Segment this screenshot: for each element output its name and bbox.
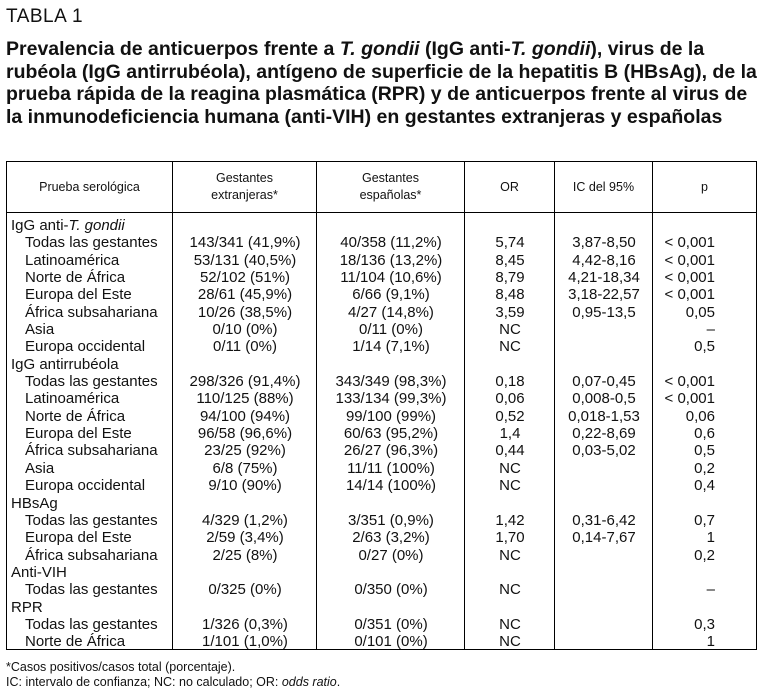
cell-c0: Latinoamérica xyxy=(25,390,120,408)
cell-c5: – xyxy=(706,321,715,339)
cell-c0: Europa del Este xyxy=(25,425,132,443)
table-row xyxy=(7,425,756,442)
cell-c3: 0,06 xyxy=(495,390,525,408)
cell-c2: 2/63 (3,2%) xyxy=(352,529,430,547)
cell-c4: 0,22-8,69 xyxy=(572,425,636,443)
cell-c1: 9/10 (90%) xyxy=(208,477,282,495)
cell-c5: < 0,001 xyxy=(664,269,715,287)
table-row xyxy=(7,477,756,494)
cell-c0: Norte de África xyxy=(25,407,126,425)
cell-c2: 99/100 (99%) xyxy=(345,407,437,425)
cell-c1: 23/25 (92%) xyxy=(204,442,286,460)
table-row xyxy=(7,633,756,650)
cell-c0: Todas las gestantes xyxy=(25,511,158,529)
cell-c3: NC xyxy=(499,321,521,339)
table-group-row xyxy=(7,564,756,581)
cell-c5: – xyxy=(706,581,715,599)
cell-c2: 0/350 (0%) xyxy=(354,581,428,599)
title-italic-1: T. gondii xyxy=(339,38,420,60)
table-group-row xyxy=(7,217,756,234)
cell-c0: Norte de África xyxy=(25,633,126,651)
table-row xyxy=(7,269,756,286)
cell-c3: 8,45 xyxy=(495,251,525,269)
cell-c5: 0,5 xyxy=(694,338,715,356)
cell-c5: 0,7 xyxy=(694,511,715,529)
cell-c2: 0/101 (0%) xyxy=(354,633,428,651)
cell-c4: 0,31-6,42 xyxy=(572,511,636,529)
cell-c2: 11/104 (10,6%) xyxy=(340,269,442,287)
cell-c5: < 0,001 xyxy=(664,390,715,408)
table-row xyxy=(7,286,756,303)
table-title xyxy=(6,38,758,128)
cell-c2: 18/136 (13,2%) xyxy=(339,251,443,269)
cell-c0: Todas las gestantes xyxy=(25,373,158,391)
cell-c3: 8,79 xyxy=(495,269,525,287)
cell-c1: 0/325 (0%) xyxy=(208,581,282,599)
cell-c1: 2/59 (3,4%) xyxy=(206,529,284,547)
table-row xyxy=(7,512,756,529)
cell-c5: 1 xyxy=(706,529,715,547)
cell-c0: Europa del Este xyxy=(25,286,132,304)
cell-c3: 3,59 xyxy=(495,303,525,321)
cell-c3: 1,4 xyxy=(499,425,521,443)
cell-c3: 0,44 xyxy=(495,442,525,460)
table-row xyxy=(7,234,756,251)
table-group-row xyxy=(7,356,756,373)
cell-c2: 4/27 (14,8%) xyxy=(348,303,434,321)
cell-c1: 143/341 (41,9%) xyxy=(189,234,301,252)
cell-c5: < 0,001 xyxy=(664,373,715,391)
cell-c3: NC xyxy=(499,338,521,356)
cell-c4: 3,87-8,50 xyxy=(572,234,636,252)
header-or: OR xyxy=(500,179,519,194)
table-row xyxy=(7,547,756,564)
cell-c4: 3,18-22,57 xyxy=(568,286,640,304)
cell-c4: 0,03-5,02 xyxy=(572,442,636,460)
header-test: Prueba serológica xyxy=(39,179,140,194)
cell-c5: 0,06 xyxy=(685,407,715,425)
cell-c0: HBsAg xyxy=(11,494,58,512)
cell-c2: 3/351 (0,9%) xyxy=(348,511,434,529)
table-row xyxy=(7,442,756,459)
cell-c1: 110/125 (88%) xyxy=(196,390,294,408)
table-body xyxy=(7,217,756,651)
cell-c5: 0,2 xyxy=(694,546,715,564)
cell-c5: 0,4 xyxy=(694,477,715,495)
cell-c0: Europa del Este xyxy=(25,529,132,547)
cell-c2: 0/11 (0%) xyxy=(359,321,423,339)
cell-c3: NC xyxy=(499,633,521,651)
cell-c3: 0,18 xyxy=(495,373,525,391)
title-italic-2: T. gondii xyxy=(510,38,591,60)
cell-c2: 133/134 (99,3%) xyxy=(335,390,447,408)
cell-c0: Todas las gestantes xyxy=(25,581,158,599)
cell-c5: 0,5 xyxy=(694,442,715,460)
cell-c1: 1/326 (0,3%) xyxy=(202,615,288,633)
table-row xyxy=(7,581,756,598)
cell-c0: Asia xyxy=(25,459,55,477)
cell-c4: 4,42-8,16 xyxy=(572,251,636,269)
cell-c0: Todas las gestantes xyxy=(25,615,158,633)
title-text-2: (IgG anti- xyxy=(419,38,511,60)
cell-c1: 6/8 (75%) xyxy=(212,459,278,477)
table-header xyxy=(7,162,756,213)
header-p: p xyxy=(701,179,708,194)
cell-c1: 96/58 (96,6%) xyxy=(197,425,293,443)
cell-c0: Europa occidental xyxy=(25,338,146,356)
title-text-1: Prevalencia de anticuerpos frente a xyxy=(6,38,340,60)
cell-c3: 8,48 xyxy=(495,286,525,304)
cell-c3: NC xyxy=(499,581,521,599)
cell-c3: NC xyxy=(499,615,521,633)
cell-c5: < 0,001 xyxy=(664,251,715,269)
cell-c0: África subsahariana xyxy=(25,546,158,564)
table-row xyxy=(7,252,756,269)
cell-c1: 0/10 (0%) xyxy=(212,321,278,339)
cell-c1: 4/329 (1,2%) xyxy=(202,511,288,529)
footnote-1: *Casos positivos/casos total (porcentaje). xyxy=(6,660,236,674)
cell-c1: 52/102 (51%) xyxy=(199,269,291,287)
header-ci: IC del 95% xyxy=(572,179,635,194)
cell-c0: Todas las gestantes xyxy=(25,234,158,252)
table-label: TABLA 1 xyxy=(6,6,84,27)
table-group-row xyxy=(7,495,756,512)
cell-c1: 94/100 (94%) xyxy=(199,407,291,425)
table-row xyxy=(7,390,756,407)
cell-c4: 4,21-18,34 xyxy=(568,269,640,287)
table-row xyxy=(7,616,756,633)
cell-c4: 0,018-1,53 xyxy=(568,407,640,425)
cell-c0: RPR xyxy=(11,598,43,616)
cell-c1: 28/61 (45,9%) xyxy=(197,286,293,304)
table-row xyxy=(7,460,756,477)
cell-c5: 0,6 xyxy=(694,425,715,443)
title-text-3: ), virus de la rubéola (IgG antirrubéola), antígeno de superficie de la hepatitis B (HBsAg), de la prueba rápida de la reagina plasmática (RPR) y de anticuerpos frente al virus de la inmunodeficiencia humana (anti-VIH) en gestantes extranjeras y españolas xyxy=(6,38,757,128)
cell-c0: África subsahariana xyxy=(25,442,158,460)
cell-c2: 1/14 (7,1%) xyxy=(352,338,430,356)
cell-c1: 1/101 (1,0%) xyxy=(202,633,288,651)
cell-c0: África subsahariana xyxy=(25,303,158,321)
table-row xyxy=(7,338,756,355)
cell-c0: IgG anti-T. gondii xyxy=(11,217,125,234)
cell-c2: 26/27 (96,3%) xyxy=(343,442,439,460)
cell-c5: 0,2 xyxy=(694,459,715,477)
cell-c3: NC xyxy=(499,459,521,477)
cell-c1: 298/326 (91,4%) xyxy=(189,373,301,391)
cell-c4: 0,008-0,5 xyxy=(572,390,636,408)
cell-c0: Anti-VIH xyxy=(11,563,67,581)
cell-c3: 5,74 xyxy=(495,234,525,252)
cell-c2: 0/351 (0%) xyxy=(354,615,428,633)
cell-c0: IgG antirrubéola xyxy=(11,355,119,373)
data-table xyxy=(6,161,757,650)
cell-c4: 0,14-7,67 xyxy=(572,529,636,547)
cell-c5: < 0,001 xyxy=(664,286,715,304)
cell-c5: 0,05 xyxy=(685,303,715,321)
cell-c1: 10/26 (38,5%) xyxy=(197,303,293,321)
cell-c3: 1,70 xyxy=(495,529,525,547)
cell-c3: 0,52 xyxy=(495,407,525,425)
table-row xyxy=(7,408,756,425)
cell-c2: 40/358 (11,2%) xyxy=(340,234,442,252)
cell-c0: Latinoamérica xyxy=(25,251,120,269)
cell-c3: NC xyxy=(499,546,521,564)
cell-c2: 343/349 (98,3%) xyxy=(335,373,447,391)
cell-c5: 0,3 xyxy=(694,615,715,633)
cell-c2: 0/27 (0%) xyxy=(358,546,424,564)
cell-c4: 0,95-13,5 xyxy=(572,303,636,321)
cell-c1: 2/25 (8%) xyxy=(212,546,278,564)
cell-c4: 0,07-0,45 xyxy=(572,373,636,391)
cell-c0: Asia xyxy=(25,321,55,339)
cell-c1: 53/131 (40,5%) xyxy=(193,251,297,269)
table-row xyxy=(7,321,756,338)
table-row xyxy=(7,529,756,546)
header-spanish: Gestantes españolas* xyxy=(359,171,422,202)
cell-c2: 11/11 (100%) xyxy=(347,459,435,477)
table-row xyxy=(7,373,756,390)
cell-c3: NC xyxy=(499,477,521,495)
cell-c1: 0/11 (0%) xyxy=(213,338,277,356)
cell-c0: Europa occidental xyxy=(25,477,146,495)
cell-c2: 14/14 (100%) xyxy=(345,477,437,495)
cell-c5: 1 xyxy=(706,633,715,651)
cell-c2: 6/66 (9,1%) xyxy=(352,286,430,304)
footnote-2: IC: intervalo de confianza; NC: no calculado; OR: odds ratio. xyxy=(6,675,341,689)
table-group-row xyxy=(7,599,756,616)
table-row xyxy=(7,304,756,321)
cell-c3: 1,42 xyxy=(495,511,525,529)
header-foreign: Gestantes extranjeras* xyxy=(211,171,278,202)
cell-c0: Norte de África xyxy=(25,269,126,287)
cell-c2: 60/63 (95,2%) xyxy=(343,425,439,443)
cell-c5: < 0,001 xyxy=(664,234,715,252)
